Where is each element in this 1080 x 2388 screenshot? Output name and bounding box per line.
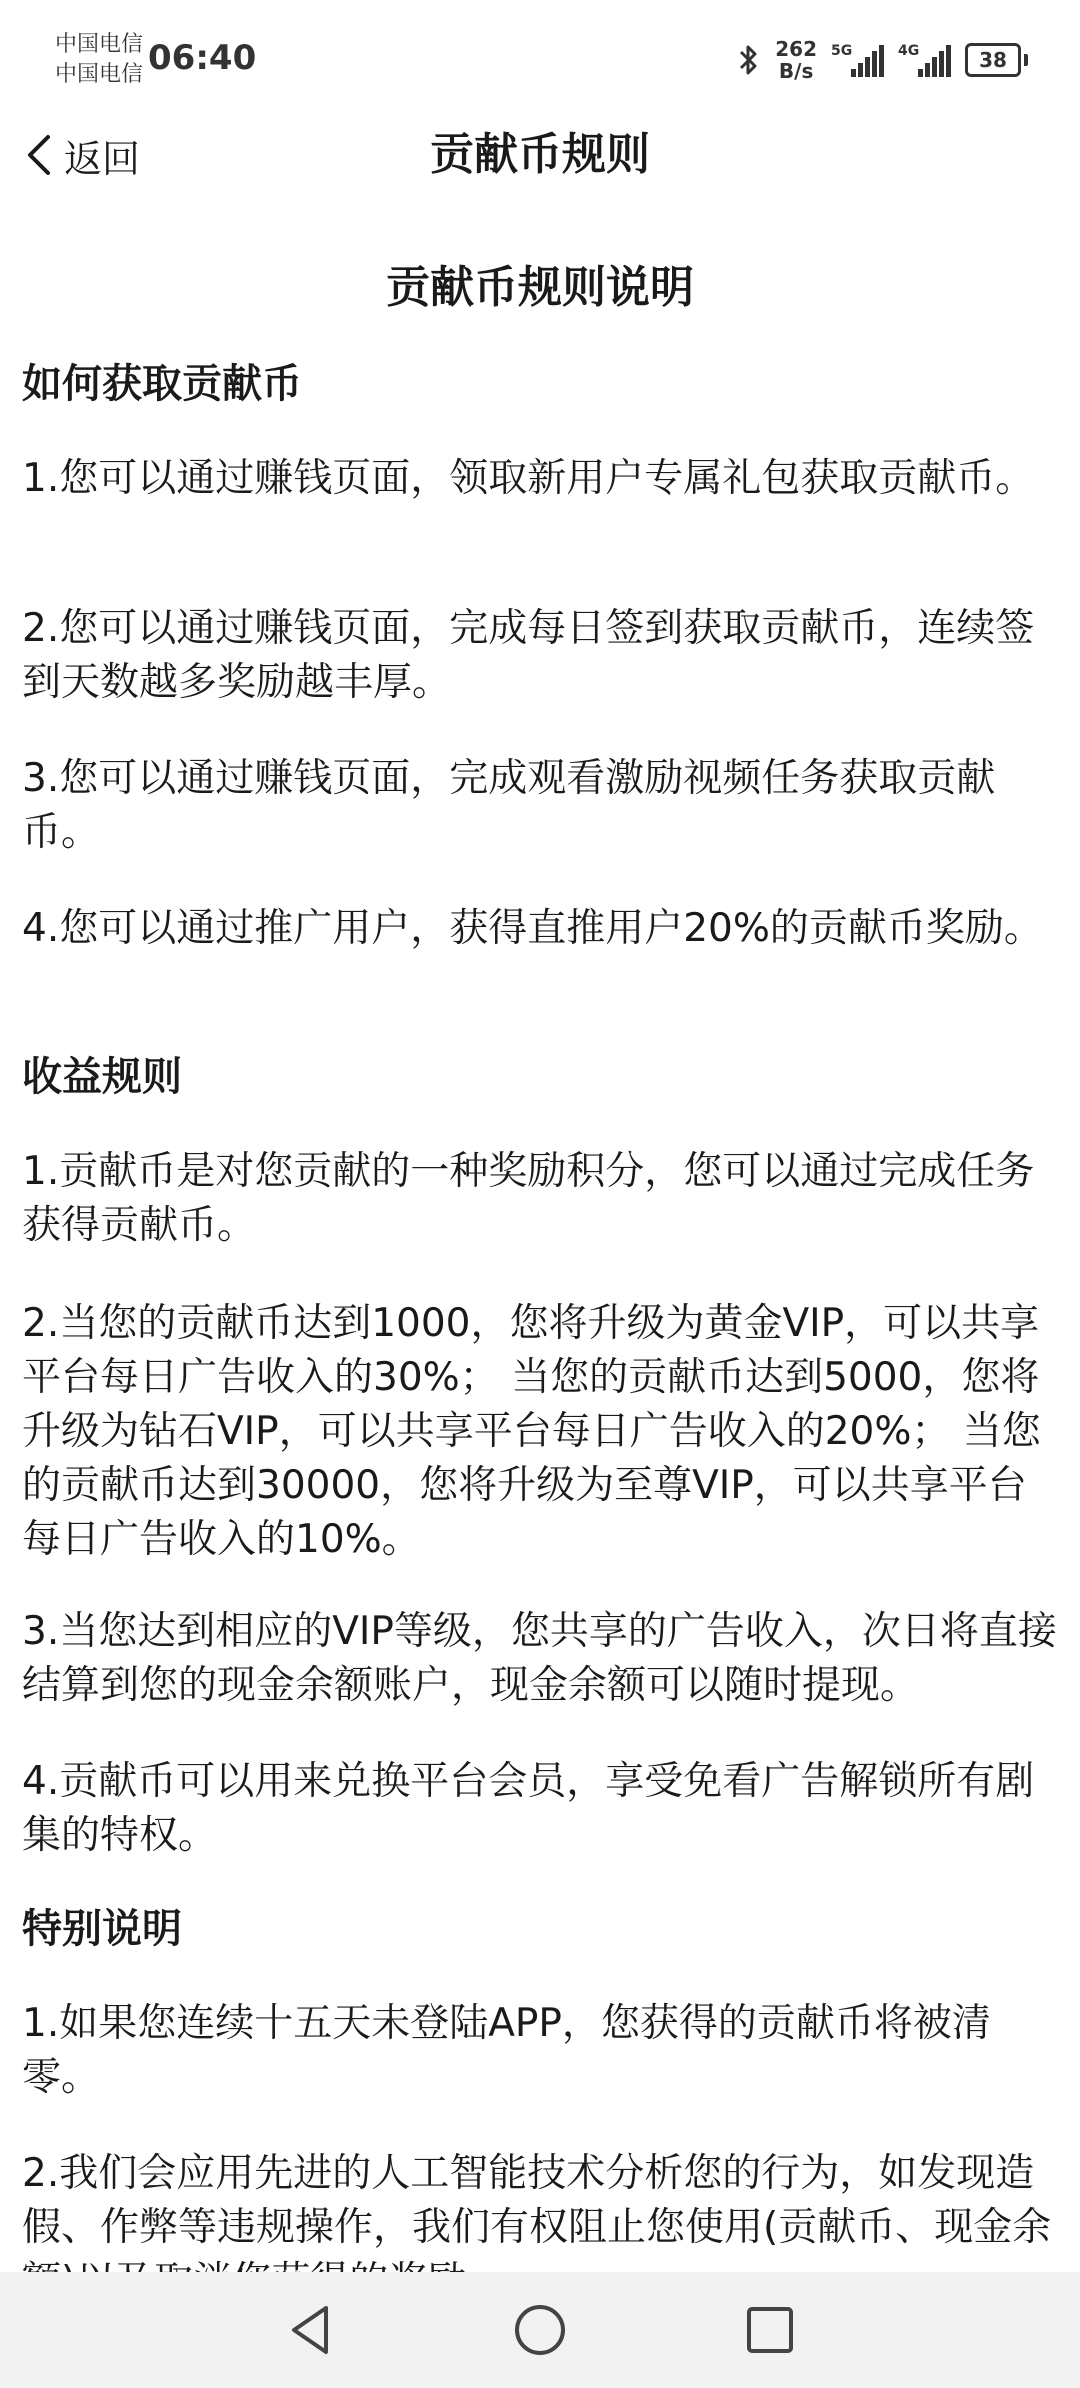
signal-5g-icon [831, 43, 884, 77]
page-title: 贡献币规则 [430, 129, 650, 180]
rules-content[interactable] [0, 200, 1080, 2272]
section-heading-special: 特别说明 [22, 1906, 182, 1952]
carrier-2: 中国电信 [55, 62, 144, 87]
carrier-labels [55, 30, 143, 90]
carrier-1: 中国电信 [55, 32, 144, 57]
earn-rule-4: 4.您可以通过推广用户，获得直推用户20%的贡献币奖励。 [22, 906, 1043, 951]
document-title: 贡献币规则说明 [386, 262, 694, 313]
signal-2-gen: 4G [898, 43, 920, 59]
clock: 06:40 [148, 38, 257, 78]
special-rule-2: 2.我们会应用先进的人工智能技术分析您的行为，如发现造假、作弊等违规操作，我们有权阻止您使用(贡献币、现金余 [22, 2151, 1052, 2250]
income-rule-1: 1.贡献币是对您贡献的一种奖励积分，您可以通过完成任务获得贡献币。 [22, 1149, 1035, 1248]
signal-4g-icon [898, 43, 951, 77]
section-heading-income: 收益规则 [22, 1054, 182, 1100]
network-speed [775, 38, 817, 82]
battery-level: 38 [965, 43, 1021, 77]
signal-1-gen: 5G [831, 43, 853, 59]
income-rule-4: 4.贡献币可以用来兑换平台会员，享受免看广告解锁所有剧集的特权。 [22, 1759, 1035, 1858]
back-label: 返回 [64, 136, 141, 181]
bluetooth-icon [737, 42, 761, 78]
status-bar [0, 0, 1080, 110]
system-recents-button[interactable] [740, 2300, 800, 2360]
income-rule-2: 2.当您的贡献币达到1000，您将升级为黄金VIP，可以共享平台每日广告收入的30%； 当您的贡献币达到5000，您将升级为钻石VIP，可以共享平台每日广告收入的20%； 当您的贡献币达到30000，您将升级为至尊VIP，可以共享平台每日广告收入的10%。 [22, 1301, 1041, 1562]
special-rule-1: 1.如果您连续十五天未登陆APP，您获得的贡献币将被清零。 [22, 2001, 991, 2100]
circle-home-icon [510, 2300, 570, 2360]
network-speed-value: 262 [775, 37, 817, 61]
system-home-button[interactable] [510, 2300, 570, 2360]
square-recents-icon [740, 2300, 800, 2360]
system-back-button[interactable] [280, 2300, 340, 2360]
earn-rule-3: 3.您可以通过赚钱页面，完成观看激励视频任务获取贡献币。 [22, 756, 996, 855]
section-heading-earn: 如何获取贡献币 [22, 361, 302, 407]
earn-rule-2: 2.您可以通过赚钱页面，完成每日签到获取贡献币，连续签到天数越多奖励越丰厚。 [22, 606, 1035, 705]
battery-icon [965, 43, 1028, 77]
status-icons [737, 30, 1028, 90]
income-rule-3: 3.当您达到相应的VIP等级，您共享的广告收入，次日将直接结算到您的现金余额账户，现金余额可以随时提现。 [22, 1609, 1057, 1708]
network-speed-unit: B/s [778, 59, 814, 83]
earn-rule-1: 1.您可以通过赚钱页面，领取新用户专属礼包获取贡献币。 [22, 456, 1035, 501]
system-nav-bar [0, 2272, 1080, 2388]
nav-bar [0, 110, 1080, 200]
triangle-back-icon [280, 2300, 340, 2360]
